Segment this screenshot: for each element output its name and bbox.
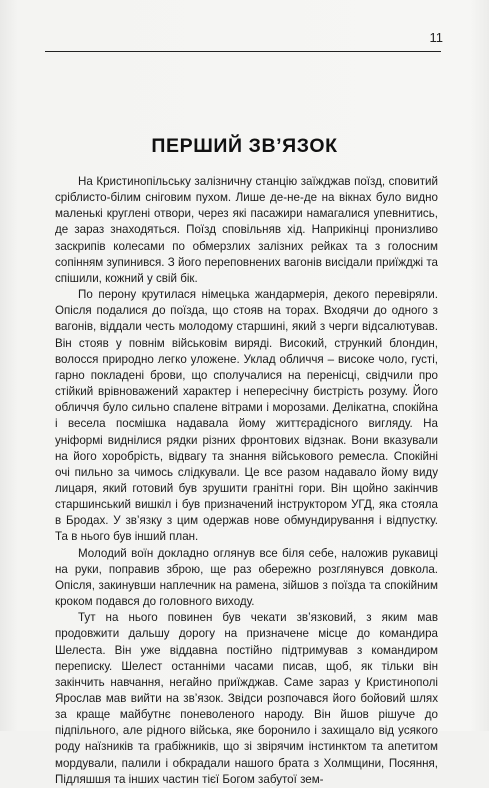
paragraph: По перону крутилася німецька жандармерія, декого перевіряли. Опісля подалися до поїзда, що стояв на торах. Входячи до одного з вагонів, віддали честь молодому старшині, який з черги відсалютував. Він стояв у повнім військовім виряді. Високий, стрункий блондин, волосся природно легко уложене. Уклад обличчя – високе чоло, густі, гарно покладені брови, що сполучалися на перенісці, свідчили про стійкий врівноважений характер і непересічну бистрість розуму. Його обличчя було сильно спалене вітрами і морозами. Делікатна, спокійна і весела посмішка надавала йому життєрадісного вигляду. На уніформі виднілися рядки різних фронтових відзнак. Вони вказували на його хоробрість, відвагу та знання військового ремесла. Спокійні очі пильно за чимось слідкували. Це все разом надавало йому виду лицаря, який готовий був зрушити гранітні гори. Він щойно закінчив старшинський вишкіл і був призначений інструктором УГД, яка стояла в Бродах. У зв’язку з цим одержав нове обмундирування і відпустку. Та в нього був інший план.: [55, 288, 438, 544]
paragraph: Молодий воїн докладно оглянув все біля себе, наложив рукавиці на руки, поправив зброю, ще раз обережно розглянувся довкола. Опісля, закинувши наплечник на рамена, зійшов з поїзда та спокійним кроком подався до головного виходу.: [55, 546, 438, 609]
paragraph: На Кристинопільську залізничну станцію заїжджав поїзд, сповитий сріблисто-білим сніговим пухом. Лише де-не-де на вікнах було видно маленькі круглені отвори, через які пасажири намагалися упевнитись, де зараз знаходяться. Поїзд сповільняв хід. Наприкінці пронизливо заскрипів колесами по обмерзлих залізних рейках та з голосним сопінням зупинився. З його переповнених вагонів висідали приїжджі та спішили, кожний у свій бік.: [55, 175, 438, 285]
paragraph: Тут на нього повинен був чекати зв’язковий, з яким мав продовжити дальшу дорогу на призначене місце до командира Шелеста. Він уже віддавна постійно підтримував з командиром переписку. Шелест останніми часами писав, щоб, як тільки він закінчить навчання, негайно приїжджав. Саме зараз у Кристинополі Ярослав мав вийти на зв’язок. Звідси розпочався його бойовий шлях за краще майбутнє поневоленого народу. Він йшов рішуче до підпільного, але рідного війська, яке боронило і захищало від усякого роду наїзників та грабіжників, що зі звірячим інстинктом та апетитом мордували, палили і обкрадали нашого брата з Холмщини, Посяння, Підляшшя та інших частин тієї Богом забутої зем-: [55, 611, 438, 786]
body-text: [55, 174, 438, 788]
chapter-title: ПЕРШИЙ ЗВ’ЯЗОК: [151, 135, 338, 157]
page-number: 11: [429, 30, 443, 45]
header-rule: [45, 51, 441, 52]
